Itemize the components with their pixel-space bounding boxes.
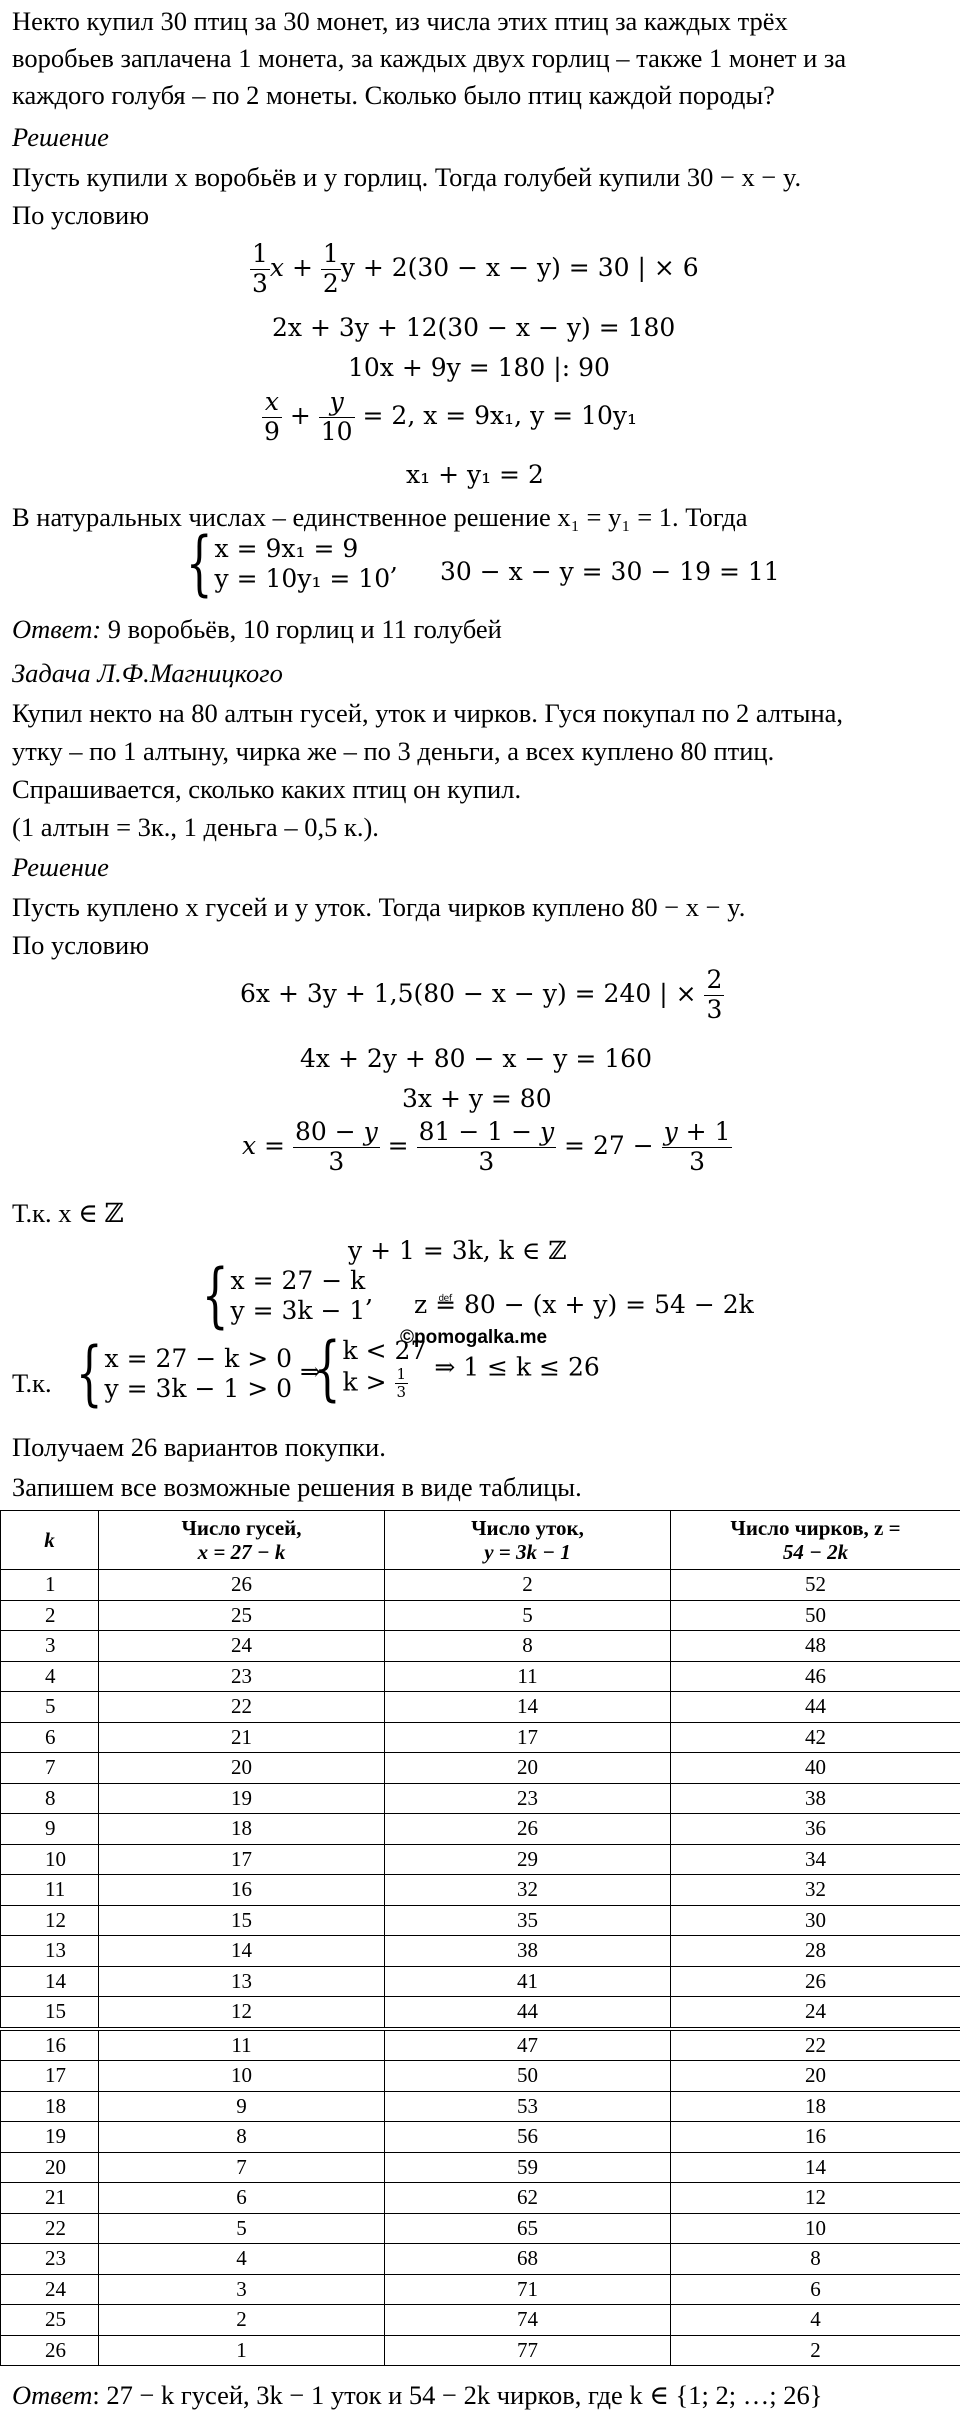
cell-ducks: 47: [385, 2029, 671, 2061]
cell-teals: 26: [671, 1966, 960, 1997]
cell-teals: 50: [671, 1600, 960, 1631]
p1-equation-2: 2x + 3y + 12(30 − x − y) = 180: [272, 313, 676, 342]
cell-ducks: 8: [385, 1631, 671, 1662]
cell-geese: 17: [99, 1844, 385, 1875]
p2-sys3-line-b: y = 3k − 1 > 0: [104, 1373, 293, 1403]
cell-geese: 11: [99, 2029, 385, 2061]
cell-geese: 23: [99, 1661, 385, 1692]
cell-ducks: 50: [385, 2061, 671, 2092]
p2-system-3: { x = 27 − k > 0 y = 3k − 1 > 0 ⇒: [75, 1332, 321, 1414]
cell-ducks: 23: [385, 1783, 671, 1814]
cell-k: 22: [1, 2213, 99, 2244]
cell-k: 15: [1, 1997, 99, 2029]
header-teals-l1: Число чирков, z =: [730, 1515, 901, 1540]
p1-sys1-line-b: y = 10y₁ = 10: [214, 563, 391, 593]
cell-teals: 44: [671, 1692, 960, 1723]
problem1-line4: Пусть купили x воробьёв и y горлиц. Тогда голубей купили 30 − x − y.: [12, 162, 802, 192]
header-geese: [99, 1511, 385, 1570]
header-k: [1, 1511, 99, 1570]
problem1-answer: [12, 614, 502, 645]
table-row: [1, 2335, 960, 2366]
cell-ducks: 14: [385, 1692, 671, 1723]
cell-teals: 40: [671, 1753, 960, 1784]
header-geese-l2: x = 27 − k: [197, 1540, 286, 1564]
table-row: [1, 1753, 960, 1784]
p2-equation-2: 4x + 2y + 80 − x − y = 160: [300, 1044, 652, 1073]
p2-sys2-line-b: y = 3k − 1: [230, 1295, 366, 1325]
p2-sys4-result: ⇒ 1 ≤ k ≤ 26: [434, 1352, 600, 1382]
cell-teals: 38: [671, 1783, 960, 1814]
cell-k: 13: [1, 1936, 99, 1967]
p2-sys2-line-a: x = 27 − k: [230, 1265, 366, 1295]
table-row: [1, 1844, 960, 1875]
p2-equation-5: y + 1 = 3k, k ∈ ℤ: [348, 1236, 567, 1265]
cell-geese: 9: [99, 2091, 385, 2122]
table-row: [1, 1692, 960, 1723]
cell-k: 19: [1, 2122, 99, 2153]
cell-geese: 5: [99, 2213, 385, 2244]
cell-k: 17: [1, 2061, 99, 2092]
cell-geese: 10: [99, 2061, 385, 2092]
table-row: [1, 2152, 960, 2183]
problem1-solution-label: Решение: [12, 122, 109, 152]
cell-ducks: 29: [385, 1844, 671, 1875]
cell-ducks: 53: [385, 2091, 671, 2122]
brace-icon: {: [75, 1332, 103, 1414]
table-row: [1, 1570, 960, 1601]
table-row: [1, 2274, 960, 2305]
cell-k: 21: [1, 2183, 99, 2214]
cell-geese: 16: [99, 1875, 385, 1906]
cell-geese: 1: [99, 2335, 385, 2366]
cell-k: 11: [1, 1875, 99, 1906]
cell-k: 2: [1, 1600, 99, 1631]
cell-geese: 14: [99, 1936, 385, 1967]
p1-equation-5: x₁ + y₁ = 2: [406, 460, 544, 489]
cell-teals: 34: [671, 1844, 960, 1875]
header-k-label: k: [44, 1527, 55, 1552]
cell-teals: 36: [671, 1814, 960, 1845]
table-row: [1, 1966, 960, 1997]
problem2-line8: Получаем 26 вариантов покупки.: [12, 1432, 386, 1462]
problem2-line1: Купил некто на 80 алтын гусей, уток и чирков. Гуся покупал по 2 алтына,: [12, 698, 844, 728]
p2-equation-4: x = $\frac{80 - y}{3}$ = $\frac{81 - 1 - y}{3}$ = 27 − $\frac{y + 1}{3}$: [242, 1117, 731, 1176]
p2-sys3-line-a: x = 27 − k > 0: [104, 1343, 293, 1373]
answer-label: Ответ: [12, 2380, 93, 2410]
brace-icon: {: [201, 1254, 229, 1336]
cell-geese: 2: [99, 2305, 385, 2336]
header-teals-l2: 54 − 2k: [782, 1540, 849, 1564]
brace-icon: {: [185, 522, 213, 604]
problem2-answer: [12, 2380, 822, 2411]
cell-k: 9: [1, 1814, 99, 1845]
header-ducks-l1: Число уток,: [471, 1515, 584, 1540]
cell-k: 5: [1, 1692, 99, 1723]
header-ducks-l2: y = 3k − 1: [484, 1540, 571, 1564]
answer-label: Ответ:: [12, 614, 102, 644]
table-row: [1, 1905, 960, 1936]
cell-ducks: 35: [385, 1905, 671, 1936]
cell-ducks: 20: [385, 1753, 671, 1784]
problem2-title: Задача Л.Ф.Магницкого: [12, 658, 283, 688]
problem2-line5: Пусть куплено x гусей и y уток. Тогда чирков куплено 80 − x − y.: [12, 892, 746, 922]
cell-ducks: 68: [385, 2244, 671, 2275]
answer-text: : 27 − k гусей, 3k − 1 уток и 54 − 2k чирков, где k ∈ {1; 2; …; 26}: [92, 2380, 823, 2410]
cell-geese: 15: [99, 1905, 385, 1936]
cell-ducks: 59: [385, 2152, 671, 2183]
problem1-line6: В натуральных числах – единственное решение x₁ = y₁ = 1. Тогда: [12, 502, 748, 532]
cell-teals: 52: [671, 1570, 960, 1601]
answer-text: 9 воробьёв, 10 горлиц и 11 голубей: [101, 614, 502, 644]
table-row: [1, 1875, 960, 1906]
cell-k: 16: [1, 2029, 99, 2061]
watermark: ©pomogalka.me: [400, 1327, 548, 1348]
cell-geese: 26: [99, 1570, 385, 1601]
p1-equation-4: $\frac{x}{9}$ + $\frac{y}{10}$ = 2, x = 9x₁, y = 10y₁: [264, 387, 637, 446]
cell-teals: 42: [671, 1722, 960, 1753]
p2-system-4: { k < 27 k > $\frac{1}{3}$ ⇒ 1 ≤ k ≤ 26: [313, 1327, 600, 1410]
cell-geese: 24: [99, 1631, 385, 1662]
problem1-line3: каждого голубя – по 2 монеты. Сколько было птиц каждой породы?: [12, 80, 775, 110]
cell-ducks: 26: [385, 1814, 671, 1845]
cell-k: 14: [1, 1966, 99, 1997]
p1-equation-3: 10x + 9y = 180 |: 90: [348, 353, 610, 382]
cell-k: 25: [1, 2305, 99, 2336]
p1-system-side: 30 − x − y = 30 − 19 = 11: [440, 557, 780, 586]
table-row: [1, 2029, 960, 2061]
cell-k: 10: [1, 1844, 99, 1875]
cell-teals: 48: [671, 1631, 960, 1662]
cell-teals: 10: [671, 2213, 960, 2244]
cell-teals: 30: [671, 1905, 960, 1936]
cell-geese: 22: [99, 1692, 385, 1723]
cell-ducks: 2: [385, 1570, 671, 1601]
table-row: [1, 1997, 960, 2029]
cell-teals: 4: [671, 2305, 960, 2336]
brace-icon: {: [313, 1327, 341, 1410]
cell-ducks: 62: [385, 2183, 671, 2214]
cell-geese: 13: [99, 1966, 385, 1997]
table-row: [1, 1814, 960, 1845]
table-row: [1, 2244, 960, 2275]
p1-eq4-tail: = 2, x = 9x₁, y = 10y₁: [362, 400, 637, 430]
cell-teals: 28: [671, 1936, 960, 1967]
cell-teals: 12: [671, 2183, 960, 2214]
problem2-line7: Т.к. x ∈ ℤ: [12, 1198, 124, 1228]
p1-equation-1: $\frac{1}{3}$ x + $\frac{1}{2}$ y + 2(30 − x − y) = 30 | × 6: [252, 239, 699, 298]
p1-eq1-tail: y + 2(30 − x − y) = 30 | × 6: [340, 252, 699, 282]
p2-sys4-line-a: k < 27: [342, 1336, 427, 1365]
cell-k: 24: [1, 2274, 99, 2305]
cell-geese: 12: [99, 1997, 385, 2029]
table-row: [1, 1722, 960, 1753]
problem1-line5: По условию: [12, 200, 149, 230]
table-row: [1, 1631, 960, 1662]
cell-teals: 46: [671, 1661, 960, 1692]
p1-system-1: { x = 9x₁ = 9 y = 10y₁ = 10 ,: [185, 522, 399, 604]
cell-geese: 7: [99, 2152, 385, 2183]
cell-k: 7: [1, 1753, 99, 1784]
cell-ducks: 65: [385, 2213, 671, 2244]
cell-k: 4: [1, 1661, 99, 1692]
cell-geese: 20: [99, 1753, 385, 1784]
problem2-tk-label: Т.к.: [12, 1368, 52, 1398]
cell-ducks: 38: [385, 1936, 671, 1967]
cell-ducks: 41: [385, 1966, 671, 1997]
cell-ducks: 11: [385, 1661, 671, 1692]
cell-teals: 20: [671, 2061, 960, 2092]
table-row: [1, 2213, 960, 2244]
cell-k: 6: [1, 1722, 99, 1753]
cell-teals: 6: [671, 2274, 960, 2305]
cell-ducks: 32: [385, 1875, 671, 1906]
header-ducks: [385, 1511, 671, 1570]
cell-geese: 8: [99, 2122, 385, 2153]
problem2-solution-label: Решение: [12, 852, 109, 882]
cell-k: 12: [1, 1905, 99, 1936]
problem2-line2: утку – по 1 алтыну, чирка же – по 3 деньги, а всех куплено 80 птиц.: [12, 736, 775, 766]
problem1-line2: воробьев заплачена 1 монета, за каждых двух горлиц – также 1 монет и за: [12, 43, 847, 73]
cell-k: 3: [1, 1631, 99, 1662]
cell-ducks: 56: [385, 2122, 671, 2153]
cell-k: 8: [1, 1783, 99, 1814]
cell-teals: 18: [671, 2091, 960, 2122]
cell-ducks: 71: [385, 2274, 671, 2305]
cell-geese: 3: [99, 2274, 385, 2305]
table-row: [1, 2183, 960, 2214]
cell-k: 1: [1, 1570, 99, 1601]
table-row: [1, 1936, 960, 1967]
problem2-line9: Запишем все возможные решения в виде таблицы.: [12, 1472, 582, 1502]
p2-system-2: { x = 27 − k y = 3k − 1 ,: [201, 1254, 374, 1336]
cell-teals: 32: [671, 1875, 960, 1906]
p2-z-definition: z ≝ 80 − (x + y) = 54 − 2k: [414, 1290, 754, 1319]
header-teals: [671, 1511, 960, 1570]
cell-teals: 2: [671, 2335, 960, 2366]
header-geese-l1: Число гусей,: [181, 1515, 302, 1540]
cell-geese: 19: [99, 1783, 385, 1814]
solutions-table: [0, 1510, 960, 2366]
cell-geese: 6: [99, 2183, 385, 2214]
table-row: [1, 1783, 960, 1814]
problem2-line6: По условию: [12, 930, 149, 960]
cell-teals: 14: [671, 2152, 960, 2183]
table-row: [1, 2061, 960, 2092]
table-row: [1, 2122, 960, 2153]
table-row: [1, 2305, 960, 2336]
cell-k: 26: [1, 2335, 99, 2366]
cell-teals: 24: [671, 1997, 960, 2029]
cell-teals: 16: [671, 2122, 960, 2153]
cell-teals: 8: [671, 2244, 960, 2275]
cell-ducks: 5: [385, 1600, 671, 1631]
cell-geese: 21: [99, 1722, 385, 1753]
table-header-row: [1, 1511, 960, 1570]
cell-teals: 22: [671, 2029, 960, 2061]
table-row: [1, 1600, 960, 1631]
p2-equation-3: 3x + y = 80: [402, 1084, 552, 1113]
problem2-line3: Спрашивается, сколько каких птиц он купил.: [12, 774, 522, 804]
cell-geese: 4: [99, 2244, 385, 2275]
table-row: [1, 1661, 960, 1692]
table-row: [1, 2091, 960, 2122]
p2-equation-1: 6x + 3y + 1,5(80 − x − y) = 240 | × $\frac{2}{3}$: [240, 965, 723, 1024]
cell-geese: 25: [99, 1600, 385, 1631]
problem1-line1: Некто купил 30 птиц за 30 монет, из числа этих птиц за каждых трёх: [12, 6, 788, 36]
cell-k: 23: [1, 2244, 99, 2275]
cell-geese: 18: [99, 1814, 385, 1845]
cell-ducks: 17: [385, 1722, 671, 1753]
cell-k: 20: [1, 2152, 99, 2183]
cell-k: 18: [1, 2091, 99, 2122]
p2-sys4-line-b: k >: [342, 1367, 387, 1397]
problem2-line4: (1 алтын = 3к., 1 деньга – 0,5 к.).: [12, 812, 379, 842]
p2-eq1-text: 6x + 3y + 1,5(80 − x − y) = 240 | ×: [240, 978, 697, 1008]
cell-ducks: 44: [385, 1997, 671, 2029]
cell-ducks: 77: [385, 2335, 671, 2366]
cell-ducks: 74: [385, 2305, 671, 2336]
p1-sys1-line-a: x = 9x₁ = 9: [214, 533, 359, 563]
